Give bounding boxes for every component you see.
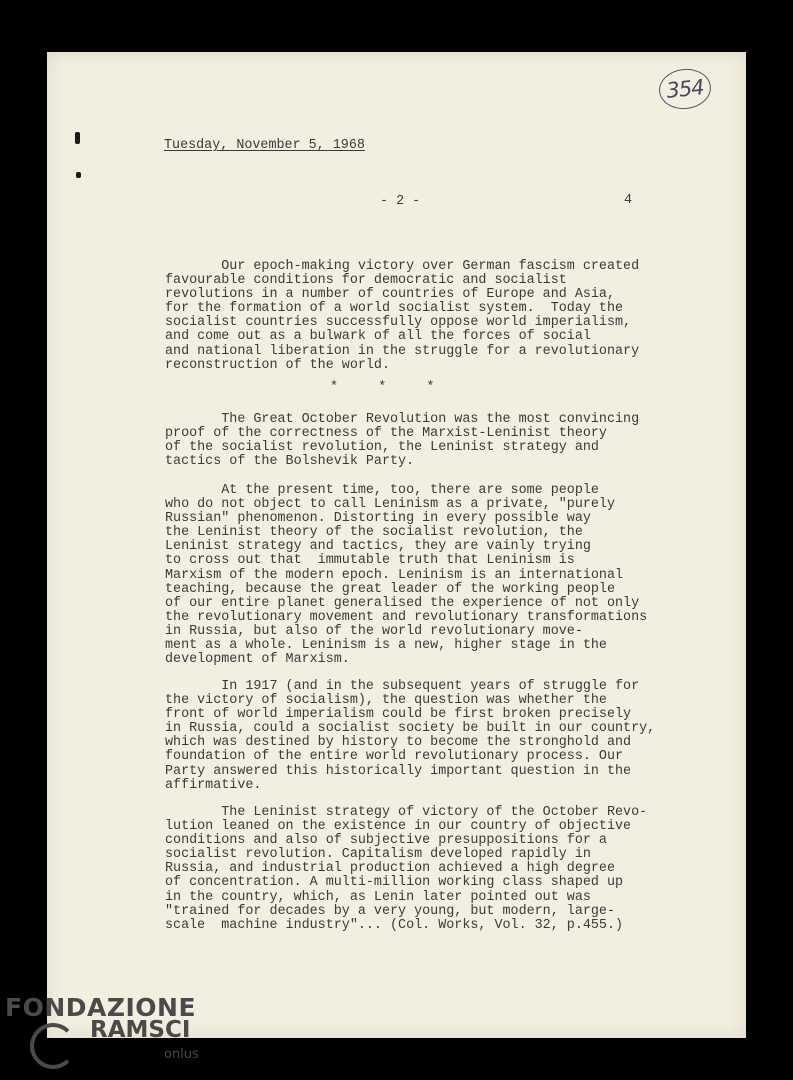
header-date: Tuesday, November 5, 1968: [164, 138, 365, 153]
watermark-fondazione: FONDAZIONE: [5, 993, 197, 1022]
corner-number: 4: [624, 193, 633, 208]
watermark-onlus: onlus: [164, 1047, 199, 1062]
punch-mark-bottom: [76, 172, 81, 178]
paragraph-1: Our epoch-making victory over German fascism created favourable conditions for democratic and socialist revolutions in a number of countries of Europe and Asia, for the formation of a world socialist system. Today the socialist countries successfully oppose world imperialism, and come out as a bulwark of all the forces of social and national liberation in the struggle for a revolutionary reconstruction of the world.: [165, 259, 640, 373]
punch-mark-top: [75, 132, 80, 144]
archive-stamp: 354: [657, 66, 713, 111]
document-page: [47, 52, 746, 1038]
watermark-gramsci: RAMSCI: [90, 1017, 191, 1043]
paragraph-3: At the present time, too, there are some people who do not object to call Leninism as a private, "purely Russian" phenomenon. Distorting in every possible way the Leninist theory of the socialist revolution, the Leninist strategy and tactics, they are vainly trying to cross out that immutable truth that Leninism is Marxism of the modern epoch. Leninism is an international teaching, because the great leader of the working people of our entire planet generalised the experience of not only the revolutionary movement and revolutionary transformations in Russia, but also of the world revolutionary move- ment as a whole. Leninism is a new, higher stage in the development of Marxism.: [165, 483, 648, 668]
paragraph-2: The Great October Revolution was the most convincing proof of the correctness of the Marxist-Leninist theory of the socialist revolution, the Leninist strategy and tactics of the Bolshevik Party.: [165, 412, 640, 470]
paragraph-4: In 1917 (and in the subsequent years of struggle for the victory of socialism), the question was whether the front of world imperialism could be first broken precisely in Russia, could a socialist society be built in our country, which was destined by history to become the stronghold and foundation of the entire world revolutionary process. Our Party answered this historically important question in the affirmative.: [165, 679, 656, 793]
watermark-logo-icon: [30, 1023, 76, 1069]
page-number: - 2 -: [380, 194, 421, 209]
paragraph-5: The Leninist strategy of victory of the October Revo- lution leaned on the existence in our country of objective conditions and also of subjective presuppositions for a socialist revolution. Capitalism developed rapidly in Russia, and industrial production achieved a high degree of concentration. A multi-million working class shaped up in the country, which, as Lenin later pointed out was "trained for decades by a very young, but modern, large- scale machine industry"... (Col. Works, Vol. 32, p.455.): [165, 805, 648, 933]
section-separator: * * *: [330, 380, 435, 395]
